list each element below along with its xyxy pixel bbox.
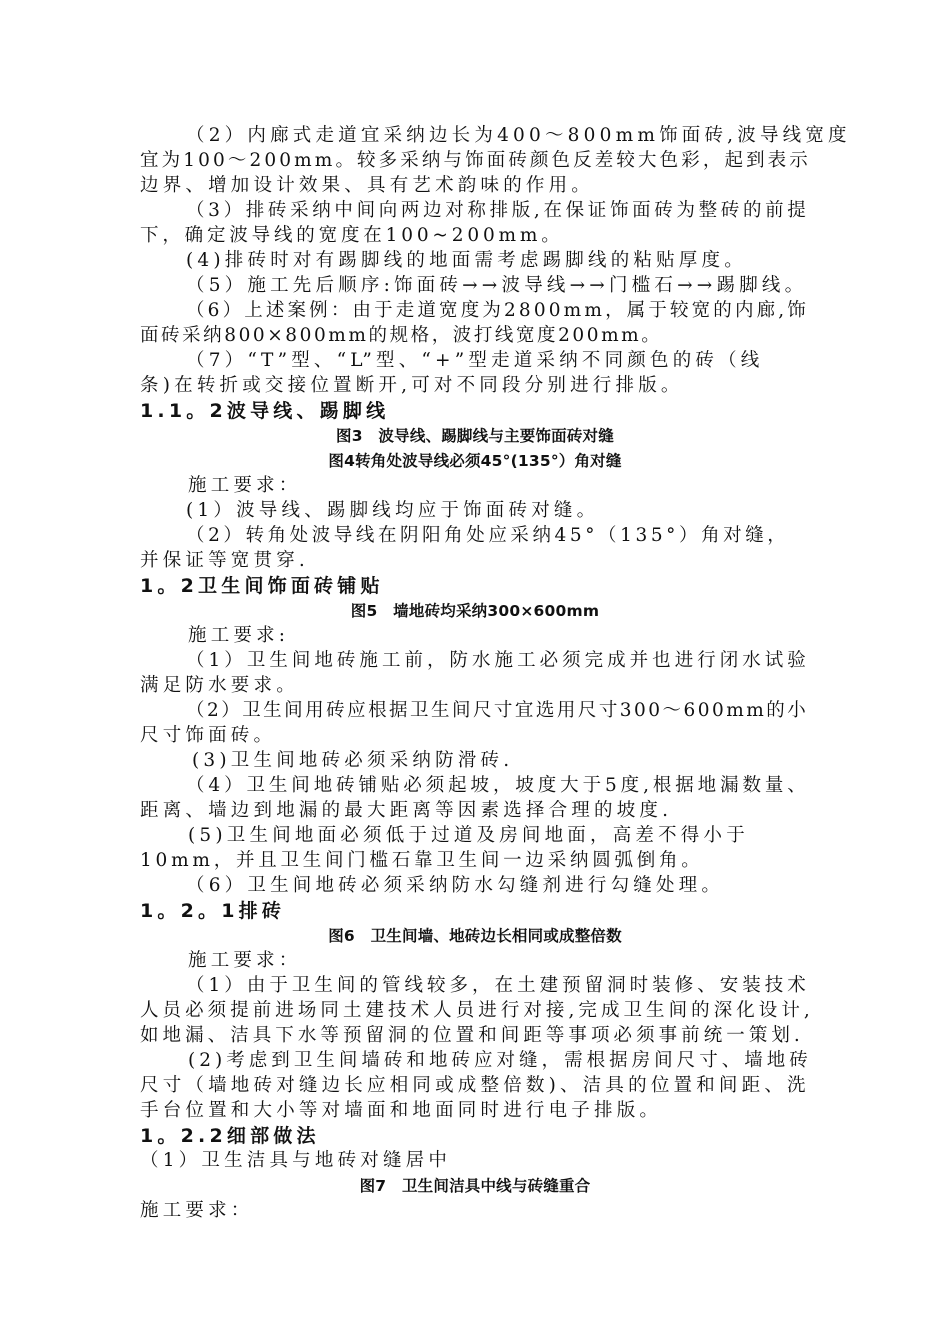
paragraph-line: （5）施工先后顺序:饰面砖→→波导线→→门槛石→→踢脚线。 [186, 275, 808, 296]
section-heading: 1.1。2波导线、踢脚线 [140, 400, 390, 422]
paragraph-line: 施工要求： [140, 1200, 254, 1221]
section-heading: 1。2卫生间饰面砖铺贴 [140, 575, 384, 597]
paragraph-line: （1）卫生间地砖施工前，防水施工必须完成并也进行闭水试验 [186, 650, 810, 671]
paragraph-line: （2）内廊式走道宜采纳边长为400～800mm饰面砖,波导线宽度 [186, 125, 851, 146]
paragraph-line: 面砖采纳800×800mm的规格，波打线宽度200mm。 [140, 325, 663, 346]
paragraph-line: (5)卫生间地面必须低于过道及房间地面，高差不得小于 [188, 825, 749, 846]
figure-caption: 图6 卫生间墙、地砖边长相同或成整倍数 [328, 927, 622, 945]
section-heading: 1。2.2细部做法 [140, 1125, 320, 1147]
paragraph-line: 施工要求: [188, 625, 290, 646]
paragraph-line: (1）波导线、踢脚线均应于饰面砖对缝。 [186, 500, 600, 521]
paragraph-line: 边界、增加设计效果、具有艺术韵味的作用。 [140, 175, 595, 196]
paragraph-line: (4)排砖时对有踢脚线的地面需考虑踢脚线的粘贴厚度。 [186, 250, 747, 271]
paragraph-line: 满足防水要求。 [140, 675, 299, 696]
paragraph-line: 如地漏、洁具下水等预留洞的位置和间距等事项必须事前统一策划. [140, 1025, 804, 1046]
figure-caption: 图7 卫生间洁具中线与砖缝重合 [359, 1177, 591, 1195]
paragraph-line: 施工要求： [188, 950, 302, 971]
paragraph-line: (3)卫生间地砖必须采纳防滑砖. [192, 750, 514, 771]
paragraph-line: （3）排砖采纳中间向两边对称排版,在保证饰面砖为整砖的前提 [186, 200, 810, 221]
paragraph-line: 条)在转折或交接位置断开,可对不同段分别进行排版。 [140, 375, 684, 396]
figure-caption: 图5 墙地砖均采纳300×600mm [350, 602, 600, 620]
paragraph-line: （4）卫生间地砖铺贴必须起坡，坡度大于5度,根据地漏数量、 [186, 775, 810, 796]
paragraph-line: （1）由于卫生间的管线较多，在土建预留洞时装修、安装技术 [186, 975, 810, 996]
paragraph-line: 下，确定波导线的宽度在100~200mm。 [140, 225, 564, 246]
paragraph-line: （6）上述案例：由于走道宽度为2800mm，属于较宽的内廊,饰 [186, 300, 809, 321]
paragraph-line: 尺寸（墙地砖对缝边长应相同或成整倍数)、洁具的位置和间距、洗 [140, 1075, 810, 1096]
paragraph-line: （6）卫生间地砖必须采纳防水勾缝剂进行勾缝处理。 [186, 875, 725, 896]
figure-caption: 图4转角处波导线必须45°(135°）角对缝 [328, 452, 622, 470]
figure-caption: 图3 波导线、踢脚线与主要饰面砖对缝 [336, 427, 614, 445]
paragraph-line: 并保证等宽贯穿. [140, 550, 309, 571]
paragraph-line: （2）转角处波导线在阴阳角处应采纳45°（135°）角对缝， [186, 525, 790, 546]
paragraph-line: 人员必须提前进场同土建技术人员进行对接,完成卫生间的深化设计, [140, 1000, 814, 1021]
paragraph-line: 施工要求： [188, 475, 302, 496]
section-heading: 1。2。1排砖 [140, 900, 286, 922]
paragraph-line: (2)考虑到卫生间墙砖和地砖应对缝，需根据房间尺寸、墙地砖 [188, 1050, 812, 1071]
paragraph-line: 尺寸饰面砖。 [140, 725, 277, 746]
paragraph-line: （1）卫生洁具与地砖对缝居中 [140, 1150, 452, 1171]
paragraph-line: 手台位置和大小等对墙面和地面同时进行电子排版。 [140, 1100, 663, 1121]
paragraph-line: （7）“T”型、“L”型、“+”型走道采纳不同颜色的砖（线 [186, 350, 764, 371]
paragraph-line: 10mm，并且卫生间门槛石靠卫生间一边采纳圆弧倒角。 [140, 850, 704, 871]
paragraph-line: （2）卫生间用砖应根据卫生间尺寸宜选用尺寸300～600mm的小 [186, 700, 809, 721]
paragraph-line: 距离、墙边到地漏的最大距离等因素选择合理的坡度. [140, 800, 673, 821]
paragraph-line: 宜为100～200mm。较多采纳与饰面砖颜色反差较大色彩，起到表示 [140, 150, 811, 171]
